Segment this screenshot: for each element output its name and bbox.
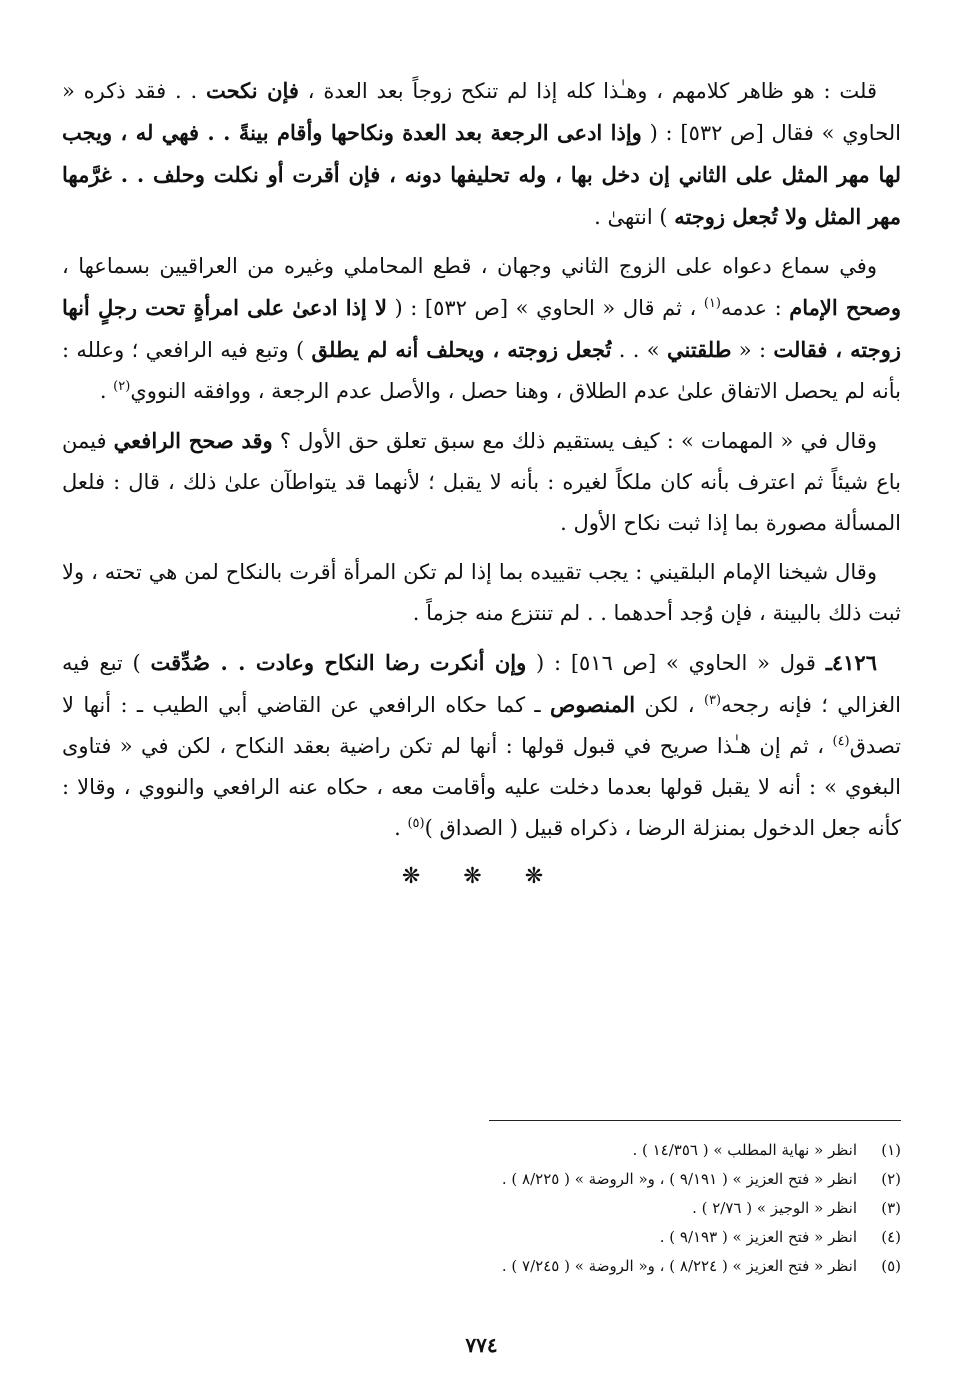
footnote-number: (٢) xyxy=(881,1170,901,1188)
footnote-text: انظر « فتح العزيز » ( ٩/١٩١ ) ، و« الروضة » ( ٨/٢٢٥ ) . xyxy=(501,1170,857,1188)
footnote-number: (٣) xyxy=(881,1199,901,1217)
bold-text: المنصوص xyxy=(549,692,636,717)
footnote-number: (٥) xyxy=(881,1257,901,1275)
page-number: ٧٧٤ xyxy=(465,1333,498,1357)
section-separator: ❋ ❋ ❋ xyxy=(401,864,562,889)
bold-text: لا إذا ادعىٰ على امرأةٍ تحت رجلٍ أنها زوجته ، فقالت xyxy=(62,295,902,362)
text-run: قلت : هو ظاهر كلامهم ، وهـٰذا كله إذا لم تنكح زوجاً بعد العدة ، xyxy=(298,79,877,103)
footnote-number: (٤) xyxy=(881,1228,901,1246)
footnote-item xyxy=(62,1252,901,1281)
text-run: فيمن باع شيئاً ثم اعترف بأنه كان ملكاً لغيره : بأنه لا يقبل ؛ لأنهما قد يتواطآن علىٰ ذلك ، قال : فلعل المسألة مصورة بما إذا ثبت نكاح الأول . xyxy=(62,429,901,535)
footnote-text: انظر « الوجيز » ( ٢/٧٦ ) . xyxy=(692,1199,857,1217)
text-run: ) تبع فيه الغزالي ؛ فإنه رجحه xyxy=(62,651,901,717)
footnote-divider xyxy=(489,1120,901,1121)
footnote-ref: (٥) xyxy=(407,816,425,831)
main-text xyxy=(62,70,901,857)
text-run: : عدمه xyxy=(720,296,790,320)
paragraph xyxy=(62,552,901,634)
text-run: » . . xyxy=(611,338,667,362)
text-run: ) انتهىٰ . xyxy=(594,205,675,229)
bold-text: ٤١٢٦ـ xyxy=(825,650,877,675)
bold-text: وإذا ادعى الرجعة بعد العدة ونكاحها وأقام بينةً . . فهي له ، ويجب لها مهر المثل على الثاني إن دخل بها ، وله تحليفها دونه ، فإن أقرت أو نكلت وحلف . . غرَّمها مهر المثل ولا تُجعل زوجته xyxy=(62,120,901,229)
text-run: . xyxy=(99,379,114,403)
text-run: ) وتبع فيه الرافعي ؛ وعلله : بأنه لم يحصل الاتفاق علىٰ عدم الطلاق ، وهنا حصل ، والأصل عدم الرجعة ، ووافقه النووي xyxy=(62,338,901,403)
footnote-text: انظر « فتح العزيز » ( ٩/١٩٣ ) . xyxy=(659,1228,857,1246)
text-run: وفي سماع دعواه على الزوج الثاني وجهان ، قطع المحاملي وغيره من العراقيين بسماعها ، xyxy=(62,254,877,278)
footnote-item xyxy=(62,1194,901,1223)
footnote-ref: (٣) xyxy=(703,693,722,708)
footnote-item xyxy=(62,1223,901,1252)
bold-text: وقد صحح الرافعي xyxy=(113,428,273,453)
bold-text: فإن نكحت xyxy=(205,78,299,103)
text-run: وقال شيخنا الإمام البلقيني : يجب تقييده بما إذا لم تكن المرأة أقرت بالنكاح لمن هي تحته ، ولا ثبت ذلك بالبينة ، فإن وُجد أحدهما . . لم تنتزع منه جزماً . xyxy=(62,560,901,625)
footnote-ref: (٤) xyxy=(832,734,850,749)
footnote-item xyxy=(62,1136,901,1165)
footnote-text: انظر « فتح العزيز » ( ٨/٢٢٤ ) ، و« الروضة » ( ٧/٢٤٥ ) . xyxy=(501,1257,857,1275)
bold-text: تُجعل زوجته ، ويحلف أنه لم يطلق xyxy=(311,337,612,362)
footnote-ref: (١) xyxy=(703,296,721,311)
text-run: ، ثم قال « الحاوي » [ص ٥٣٢] : ( xyxy=(386,296,704,320)
bold-text: وصحح الإمام xyxy=(789,295,901,320)
footnote-number: (١) xyxy=(881,1141,901,1159)
text-run: ، ثم إن هـٰذا صريح في قبول قولها : أنها لم تكن راضية بعقد النكاح ، لكن في « فتاوى البغوي » : أنه لا يقبل قولها بعدما دخلت عليه وأقامت معه ، حكاه عنه الرافعي والنووي ، وقالا : كأنه جعل الدخول بمنزلة الرضا ، ذكراه قبيل ( الصداق ) xyxy=(62,734,901,840)
text-run: ، لكن xyxy=(635,693,704,717)
paragraph xyxy=(62,420,901,544)
paragraph xyxy=(62,70,901,238)
footnote-text: انظر « نهاية المطلب » ( ١٤/٣٥٦ ) . xyxy=(632,1141,857,1159)
text-run: : « xyxy=(731,338,774,362)
text-run: قول « الحاوي » [ص ٥١٦] : ( xyxy=(526,651,826,675)
footnote-item xyxy=(62,1165,901,1194)
text-run: وقال في « المهمات » : كيف يستقيم ذلك مع سبق تعلق حق الأول ؟ xyxy=(272,429,877,453)
footnotes xyxy=(62,1136,901,1281)
paragraph xyxy=(62,642,901,849)
text-run: . . فقد ذكره « الحاوي » فقال [ص ٥٣٢] : ( xyxy=(62,79,901,145)
bold-text: وإن أنكرت رضا النكاح وعادت . . صُدِّقت xyxy=(150,650,527,675)
text-run: . xyxy=(394,816,408,840)
bold-text: طلقتني xyxy=(666,337,732,362)
footnote-ref: (٢) xyxy=(113,379,131,394)
paragraph xyxy=(62,246,901,412)
text-run: ـ كما حكاه الرافعي عن القاضي أبي الطيب ـ : أنها لا تصدق xyxy=(62,693,901,758)
